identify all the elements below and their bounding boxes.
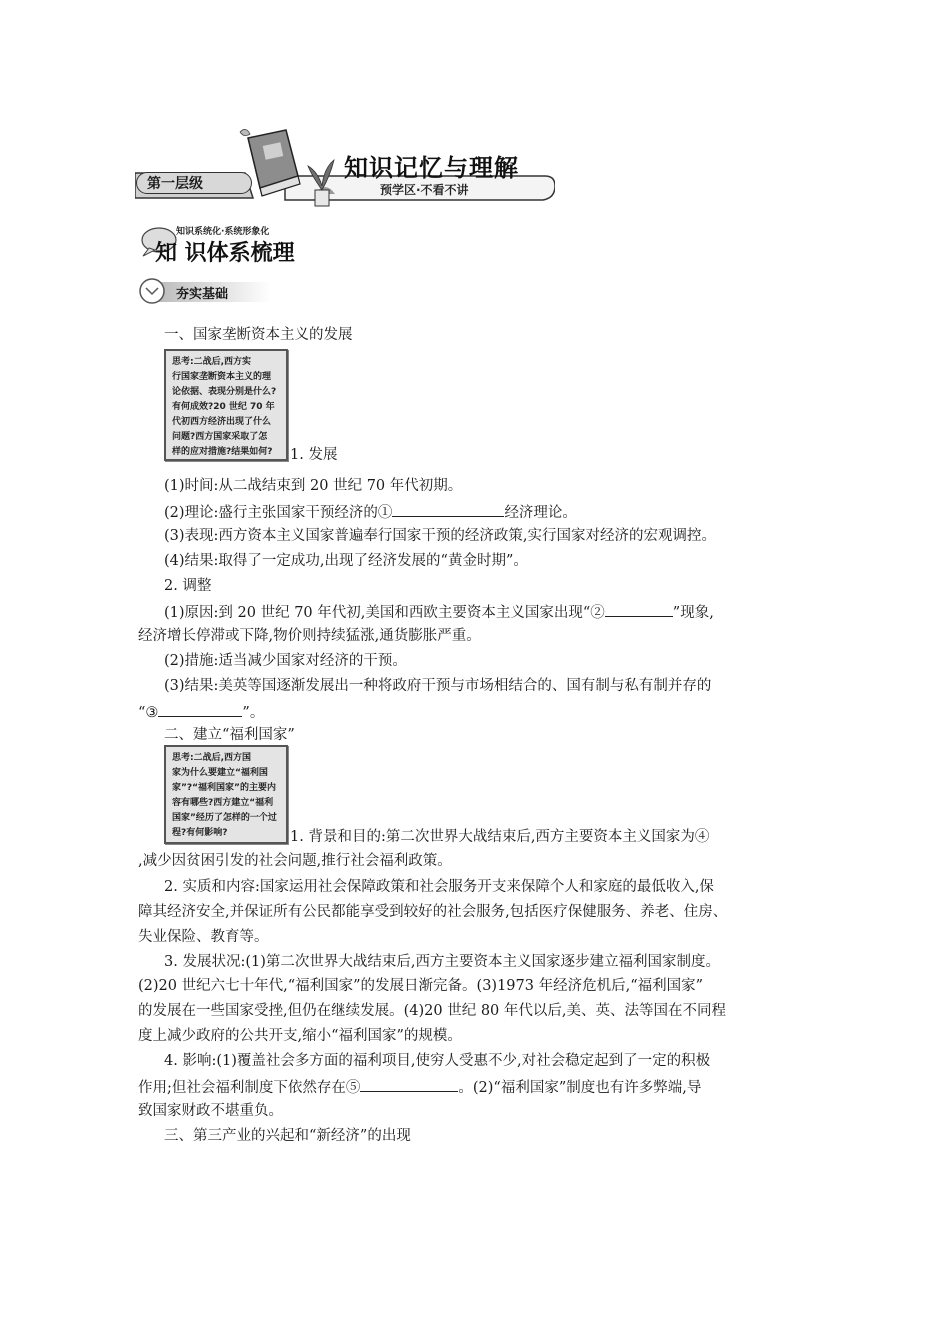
item-2-3-cont2: 的发展在一些国家受挫,但仍在继续发展。(4)20 世纪 80 年代以后,美、英、法等国在不同程 [138,1003,726,1019]
blank-2[interactable] [605,600,673,617]
item-1-2-2: (2)措施:适当减少国家对经济的干预。 [164,653,407,669]
item-1-2-1: (1)原因:到 20 世纪 70 年代初,美国和西欧主要资本主义国家出现“② ”现象, [164,600,714,624]
think-box-1 [164,349,288,461]
item-1-2-1-cont: 经济增长停滞或下降,物价则持续猛涨,通货膨胀严重。 [138,628,481,644]
heading-2: 二、建立“福利国家” [164,727,295,743]
level-label: 第一层级 [136,172,252,194]
think-line: 家”?“福利国家”的主要内 [172,783,276,793]
think-line: 国家”经历了怎样的一个过 [172,813,277,823]
blank-5[interactable] [360,1075,458,1092]
think-line: 行国家垄断资本主义的理 [172,372,272,382]
item-1-1-2: (2)理论:盛行主张国家干预经济的① 经济理论。 [164,500,577,524]
book-icon [238,128,308,200]
heading-3: 三、第三产业的兴起和“新经济”的出现 [164,1128,411,1144]
think-line: 论依据、表现分别是什么? [172,387,277,397]
item-2-3-cont1: (2)20 世纪六七十年代,“福利国家”的发展日渐完备。(3)1973 年经济危机后,“福利国家” [138,978,704,994]
blank-1[interactable] [392,500,504,517]
header-subtitle: 预学区·不看不讲 [380,183,469,197]
header-title: 知识记忆与理解 [344,154,519,182]
item-2-3: 3. 发展状况:(1)第二次世界大战结束后,西方主要资本主义国家逐步建立福利国家制度。 [164,954,720,970]
item-2-1: 1. 背景和目的:第二次世界大战结束后,西方主要资本主义国家为④ [290,829,710,845]
item-1-1: 1. 发展 [290,447,338,463]
think-line: 样的应对措施?结果如何? [172,447,273,457]
think-line: 思考:二战后,西方实 [172,357,252,367]
item-2-2: 2. 实质和内容:国家运用社会保障政策和社会服务开支来保障个人和家庭的最低收入,保 [164,879,714,895]
item-2-2-cont2: 失业保险、教育等。 [138,929,269,945]
item-1-1-4: (4)结果:取得了一定成功,出现了经济发展的“黄金时期”。 [164,553,528,569]
item-2-1-cont: ,减少因贫困引发的社会问题,推行社会福利政策。 [138,853,452,869]
plant-icon [306,156,336,208]
item-1-2: 2. 调整 [164,578,212,594]
think-line: 思考:二战后,西方国 [172,753,252,763]
item-1-2-3: (3)结果:美英等国逐渐发展出一种将政府干预与市场相结合的、国有制与私有制并存的 [164,678,712,694]
think-box-2 [164,745,288,844]
item-2-2-cont1: 障其经济安全,并保证所有公民都能享受到较好的社会服务,包括医疗保健服务、养老、住房、 [138,904,728,920]
item-2-4-cont1: 作用;但社会福利制度下依然存在⑤ 。(2)“福利国家”制度也有许多弊端,导 [138,1075,701,1099]
think-line: 程?有何影响? [172,828,228,838]
think-line: 问题?西方国家采取了怎 [172,432,268,442]
heading-1: 一、国家垄断资本主义的发展 [164,327,353,343]
item-2-3-cont3: 度上减少政府的公共开支,缩小“福利国家”的规模。 [138,1028,462,1044]
section-title: 知 识体系梳理 [155,241,295,266]
think-line: 容有哪些?西方建立“福利 [172,798,274,808]
think-line: 代初西方经济出现了什么 [172,417,272,427]
item-2-4: 4. 影响:(1)覆盖社会多方面的福利项目,使穷人受惠不少,对社会稳定起到了一定的积极 [164,1053,711,1069]
item-1-1-1: (1)时间:从二战结束到 20 世纪 70 年代初期。 [164,478,463,494]
subsection-label: 夯实基础 [176,287,229,302]
item-2-4-cont2: 致国家财政不堪重负。 [138,1103,283,1119]
item-1-2-3-cont: “③ ”。 [138,700,264,724]
think-line: 家为什么要建立“福利国 [172,768,268,778]
think-line: 有何成效?20 世纪 70 年 [172,402,275,412]
section-tagline: 知识系统化·系统形象化 [176,227,270,237]
blank-3[interactable] [158,700,242,717]
item-1-1-3: (3)表现:西方资本主义国家普遍奉行国家干预的经济政策,实行国家对经济的宏观调控。 [164,528,717,544]
